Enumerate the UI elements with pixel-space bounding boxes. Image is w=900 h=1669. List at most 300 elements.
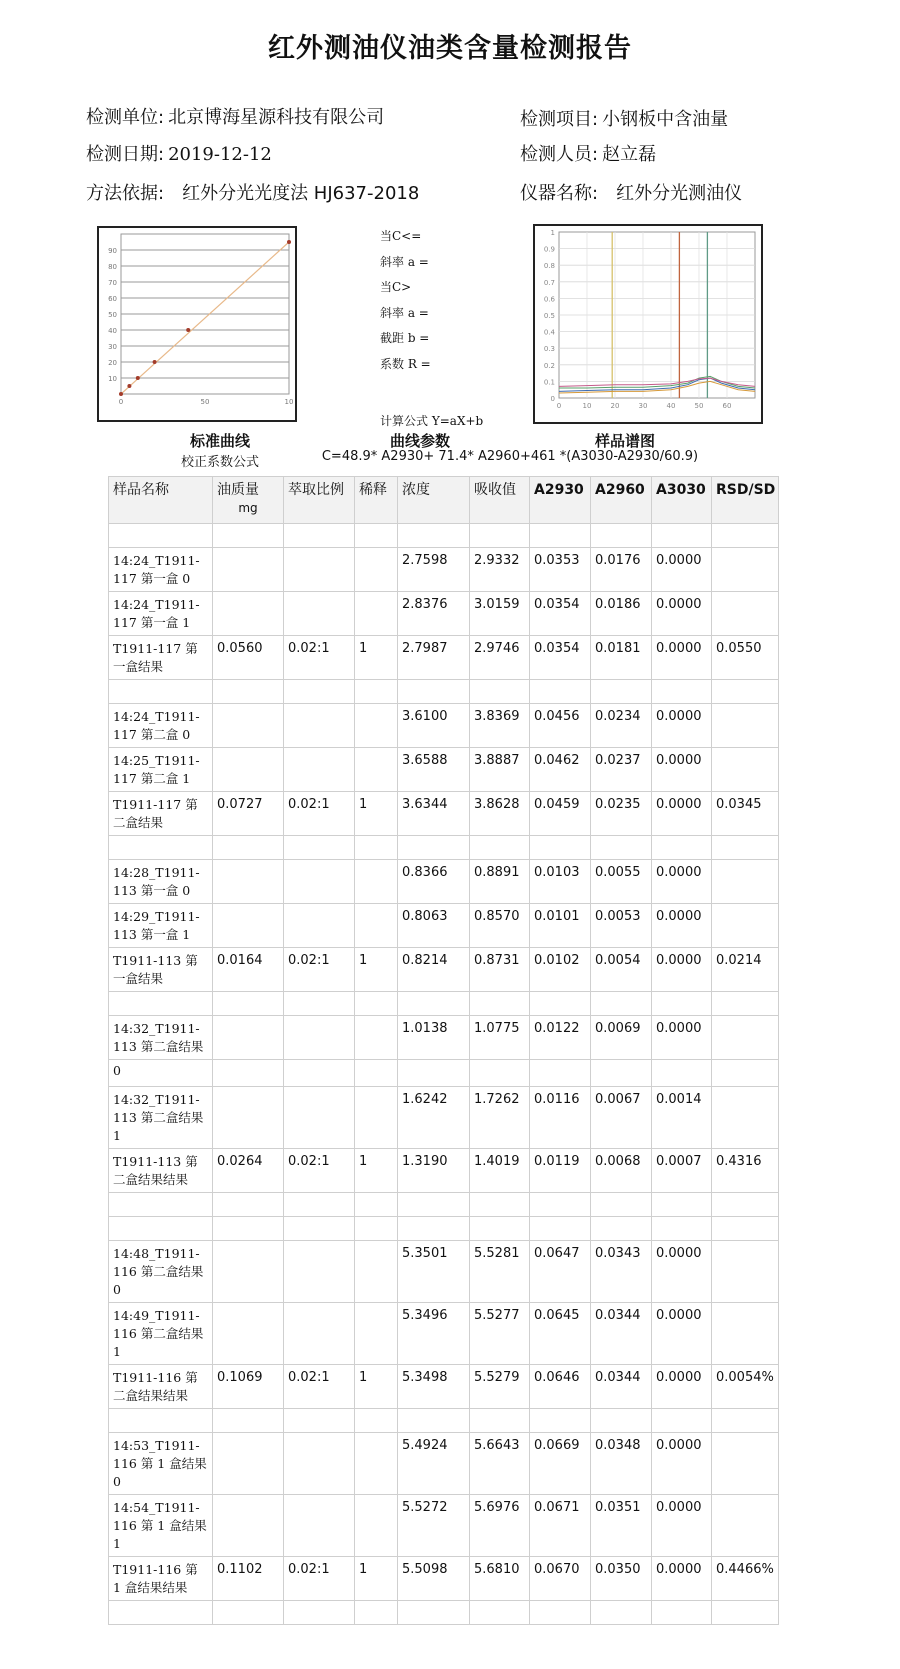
- table-cell: [355, 748, 398, 792]
- table-cell: [652, 836, 712, 860]
- y-tick-label: 0.4: [543, 328, 555, 337]
- table-cell: [712, 992, 779, 1016]
- table-cell: 0.4466%: [712, 1557, 779, 1601]
- table-cell: T1911-113 第二盒结果结果: [109, 1149, 213, 1193]
- table-cell: 0.0344: [591, 1365, 652, 1409]
- table-cell: 0.0000: [652, 948, 712, 992]
- table-cell: 0.0000: [652, 1495, 712, 1557]
- x-tick-label: 50: [200, 398, 210, 406]
- table-cell: 1: [355, 1365, 398, 1409]
- table-cell: 5.5281: [470, 1241, 530, 1303]
- table-cell: 1: [355, 1557, 398, 1601]
- table-cell: 0.0122: [530, 1016, 591, 1060]
- y-tick-label: 80: [108, 263, 117, 271]
- y-tick-label: 70: [108, 279, 117, 287]
- table-cell: 0.0119: [530, 1149, 591, 1193]
- calibration-point: [186, 328, 190, 332]
- param-line-1: 当C<=: [380, 229, 422, 243]
- table-row: [109, 1217, 779, 1241]
- table-cell: [284, 1303, 355, 1365]
- table-cell: [591, 1060, 652, 1087]
- x-tick-label: 30: [638, 402, 648, 410]
- y-tick-label: 40: [108, 327, 117, 335]
- table-cell: 0.0645: [530, 1303, 591, 1365]
- table-cell: 0.0459: [530, 792, 591, 836]
- table-cell: 0.0354: [530, 592, 591, 636]
- table-cell: [470, 836, 530, 860]
- table-cell: 2.8376: [398, 592, 470, 636]
- table-cell: [712, 1217, 779, 1241]
- table-cell: [398, 1060, 470, 1087]
- table-cell: [284, 860, 355, 904]
- table-cell: [530, 1409, 591, 1433]
- table-header-row: [109, 477, 779, 524]
- table-cell: 2.7598: [398, 548, 470, 592]
- table-cell: [284, 1495, 355, 1557]
- person-label: 检测人员:: [520, 144, 599, 165]
- table-cell: [712, 1241, 779, 1303]
- spectrum-caption: 样品谱图: [594, 432, 655, 450]
- table-cell: [591, 524, 652, 548]
- table-cell: [530, 1217, 591, 1241]
- table-cell: 0.0000: [652, 704, 712, 748]
- standard-curve-caption: 标准曲线: [189, 432, 250, 450]
- table-cell: [355, 1303, 398, 1365]
- date-label: 检测日期:: [86, 144, 165, 165]
- table-cell: [213, 1193, 284, 1217]
- table-cell: 0.0000: [652, 792, 712, 836]
- table-cell: 14:49_T1911-116 第二盒结果 1: [109, 1303, 213, 1365]
- table-cell: 2.7987: [398, 636, 470, 680]
- table-cell: 0.1069: [213, 1365, 284, 1409]
- table-cell: 14:24_T1911-117 第二盒 0: [109, 704, 213, 748]
- table-cell: [355, 992, 398, 1016]
- table-cell: [652, 1193, 712, 1217]
- table-cell: 1.0775: [470, 1016, 530, 1060]
- table-cell: 0.0647: [530, 1241, 591, 1303]
- table-cell: 14:32_T1911-113 第二盒结果 1: [109, 1087, 213, 1149]
- calib-label: 校正系数公式: [180, 455, 259, 470]
- header-cell: A3030: [652, 477, 712, 524]
- table-cell: [355, 680, 398, 704]
- table-cell: 14:48_T1911-116 第二盒结果 0: [109, 1241, 213, 1303]
- table-cell: [213, 1217, 284, 1241]
- table-cell: 14:29_T1911-113 第一盒 1: [109, 904, 213, 948]
- table-cell: [652, 680, 712, 704]
- table-cell: 0.0007: [652, 1149, 712, 1193]
- table-cell: [712, 1016, 779, 1060]
- table-cell: [530, 680, 591, 704]
- table-cell: 3.8628: [470, 792, 530, 836]
- table-cell: 14:53_T1911-116 第 1 盒结果 0: [109, 1433, 213, 1495]
- table-cell: [355, 1241, 398, 1303]
- table-cell: 0.0669: [530, 1433, 591, 1495]
- table-cell: [109, 992, 213, 1016]
- table-body: [109, 524, 779, 1625]
- header-cell: RSD/SD: [712, 477, 779, 524]
- table-cell: [652, 1601, 712, 1625]
- table-cell: [355, 1217, 398, 1241]
- table-cell: [712, 1495, 779, 1557]
- table-row: [109, 792, 779, 836]
- table-cell: 1.7262: [470, 1087, 530, 1149]
- table-cell: [355, 1601, 398, 1625]
- table-cell: 0.0000: [652, 1433, 712, 1495]
- table-cell: [712, 860, 779, 904]
- table-cell: 0.0000: [652, 904, 712, 948]
- unit-value: 北京博海星源科技有限公司: [168, 107, 385, 128]
- table-cell: T1911-116 第 1 盒结果结果: [109, 1557, 213, 1601]
- table-cell: 0.0000: [652, 1557, 712, 1601]
- y-tick-label: 50: [108, 311, 117, 319]
- table-cell: 0.0560: [213, 636, 284, 680]
- table-cell: 0.8063: [398, 904, 470, 948]
- table-cell: [398, 992, 470, 1016]
- report-title: 红外测油仪油类含量检测报告: [268, 33, 632, 64]
- table-cell: [712, 1601, 779, 1625]
- curve-params-block: [380, 224, 431, 377]
- instrument-value: 红外分光测油仪: [616, 183, 743, 204]
- table-cell: 5.5277: [470, 1303, 530, 1365]
- table-cell: [213, 1495, 284, 1557]
- table-cell: [398, 524, 470, 548]
- table-cell: [213, 1409, 284, 1433]
- table-row: [109, 1303, 779, 1365]
- y-tick-label: 0.2: [543, 361, 555, 370]
- table-cell: [470, 1601, 530, 1625]
- table-cell: 14:25_T1911-117 第二盒 1: [109, 748, 213, 792]
- table-cell: 1.4019: [470, 1149, 530, 1193]
- calibration-point: [136, 376, 140, 380]
- table-cell: [109, 836, 213, 860]
- table-cell: [284, 748, 355, 792]
- table-cell: 0.1102: [213, 1557, 284, 1601]
- method-value: 红外分光光度法 HJ637-2018: [182, 183, 420, 204]
- table-cell: [591, 1601, 652, 1625]
- table-cell: 0.02:1: [284, 792, 355, 836]
- table-row: [109, 680, 779, 704]
- person-value: 赵立磊: [602, 144, 657, 165]
- table-cell: [213, 704, 284, 748]
- x-tick-label: 50: [694, 402, 704, 410]
- table-cell: 0.0055: [591, 860, 652, 904]
- table-cell: [712, 836, 779, 860]
- y-tick-label: 30: [108, 343, 117, 351]
- table-cell: 14:54_T1911-116 第 1 盒结果 1: [109, 1495, 213, 1557]
- table-cell: [213, 992, 284, 1016]
- table-cell: 0.0234: [591, 704, 652, 748]
- table-cell: [355, 1193, 398, 1217]
- table-cell: 0.0164: [213, 948, 284, 992]
- table-cell: [712, 1087, 779, 1149]
- header-cell: A2960: [591, 477, 652, 524]
- table-cell: 0.8731: [470, 948, 530, 992]
- table-cell: 5.6643: [470, 1433, 530, 1495]
- table-cell: 1.3190: [398, 1149, 470, 1193]
- table-cell: 0.0670: [530, 1557, 591, 1601]
- table-row: [109, 1241, 779, 1303]
- table-cell: 3.6100: [398, 704, 470, 748]
- table-cell: [355, 548, 398, 592]
- table-cell: 0.0671: [530, 1495, 591, 1557]
- table-cell: [470, 992, 530, 1016]
- table-cell: 0.0000: [652, 636, 712, 680]
- table-cell: [470, 680, 530, 704]
- table-cell: 0.0550: [712, 636, 779, 680]
- table-cell: 0.02:1: [284, 948, 355, 992]
- table-row: [109, 704, 779, 748]
- table-cell: 3.8887: [470, 748, 530, 792]
- table-cell: 0.0353: [530, 548, 591, 592]
- table-cell: [398, 680, 470, 704]
- table-cell: 1: [355, 948, 398, 992]
- table-cell: [284, 1087, 355, 1149]
- table-cell: [213, 748, 284, 792]
- table-cell: 0.0067: [591, 1087, 652, 1149]
- table-cell: [213, 836, 284, 860]
- header-cell: 浓度: [398, 477, 470, 524]
- table-cell: 0.0264: [213, 1149, 284, 1193]
- table-row: [109, 1016, 779, 1060]
- table-cell: [213, 1087, 284, 1149]
- table-row: [109, 524, 779, 548]
- table-cell: [652, 992, 712, 1016]
- table-cell: [213, 548, 284, 592]
- calc-formula: 计算公式 Y=aX+b: [380, 414, 484, 428]
- table-cell: [355, 1016, 398, 1060]
- calibration-point: [127, 384, 131, 388]
- item-label: 检测项目:: [520, 109, 599, 130]
- header-unit: mg: [238, 501, 258, 515]
- table-cell: [591, 1409, 652, 1433]
- table-cell: 0.0456: [530, 704, 591, 748]
- table-cell: 0.0462: [530, 748, 591, 792]
- x-tick-label: 10: [582, 402, 592, 410]
- table-cell: 0.0116: [530, 1087, 591, 1149]
- table-cell: [712, 1193, 779, 1217]
- table-cell: [355, 1060, 398, 1087]
- table-cell: [284, 704, 355, 748]
- table-cell: 0.0345: [712, 792, 779, 836]
- table-cell: [530, 1060, 591, 1087]
- table-cell: 0.0646: [530, 1365, 591, 1409]
- table-row: [109, 1601, 779, 1625]
- table-cell: [652, 1217, 712, 1241]
- table-cell: [109, 524, 213, 548]
- table-cell: 0.8214: [398, 948, 470, 992]
- table-cell: 5.3496: [398, 1303, 470, 1365]
- table-cell: 0.0000: [652, 1016, 712, 1060]
- table-row: [109, 836, 779, 860]
- table-cell: [284, 1193, 355, 1217]
- curve-params-caption: 曲线参数: [389, 432, 450, 450]
- table-cell: 14:32_T1911-113 第二盒结果: [109, 1016, 213, 1060]
- date-value: 2019-12-12: [168, 144, 272, 165]
- table-cell: [398, 1217, 470, 1241]
- table-cell: 0.0235: [591, 792, 652, 836]
- table-cell: [284, 904, 355, 948]
- table-cell: [652, 1060, 712, 1087]
- table-cell: [398, 1601, 470, 1625]
- table-cell: [398, 1193, 470, 1217]
- table-cell: [284, 1433, 355, 1495]
- x-tick-label: 10: [284, 398, 294, 406]
- header-cell: 吸收值: [470, 477, 530, 524]
- table-cell: [470, 1217, 530, 1241]
- table-cell: [109, 1217, 213, 1241]
- table-cell: [355, 524, 398, 548]
- param-line-2: 斜率 a =: [380, 254, 429, 269]
- table-cell: 5.6810: [470, 1557, 530, 1601]
- table-cell: 2.9332: [470, 548, 530, 592]
- table-cell: [284, 524, 355, 548]
- table-cell: [398, 1409, 470, 1433]
- table-cell: [109, 1193, 213, 1217]
- table-cell: [284, 680, 355, 704]
- standard-curve-plot: [99, 228, 295, 420]
- table-cell: 0.02:1: [284, 1557, 355, 1601]
- table-cell: [652, 524, 712, 548]
- table-row: [109, 904, 779, 948]
- table-cell: [213, 904, 284, 948]
- table-cell: 0.8570: [470, 904, 530, 948]
- table-cell: [530, 1601, 591, 1625]
- table-cell: 0.0344: [591, 1303, 652, 1365]
- table-cell: 0.0348: [591, 1433, 652, 1495]
- table-cell: 2.9746: [470, 636, 530, 680]
- table-cell: [470, 1409, 530, 1433]
- table-cell: [284, 836, 355, 860]
- calibration-point: [287, 240, 291, 244]
- table-cell: [591, 992, 652, 1016]
- y-tick-label: 0.6: [543, 295, 555, 304]
- table-cell: T1911-113 第一盒结果: [109, 948, 213, 992]
- table-cell: [284, 1217, 355, 1241]
- y-tick-label: 0: [550, 395, 555, 403]
- table-cell: 0.0186: [591, 592, 652, 636]
- y-tick-label: 10: [108, 375, 117, 383]
- table-cell: 5.6976: [470, 1495, 530, 1557]
- table-cell: 0.0237: [591, 748, 652, 792]
- table-cell: [109, 1601, 213, 1625]
- method-label: 方法依据:: [86, 183, 165, 204]
- table-cell: 0.02:1: [284, 1365, 355, 1409]
- table-cell: 0.0000: [652, 592, 712, 636]
- table-cell: [213, 1433, 284, 1495]
- table-cell: [284, 992, 355, 1016]
- x-tick-label: 40: [666, 402, 676, 410]
- table-cell: [530, 524, 591, 548]
- table-cell: [712, 1409, 779, 1433]
- table-row: [109, 1087, 779, 1149]
- table-cell: 0: [109, 1060, 213, 1087]
- table-cell: 5.5279: [470, 1365, 530, 1409]
- table-cell: [712, 548, 779, 592]
- table-cell: 0.0000: [652, 860, 712, 904]
- table-cell: 3.6344: [398, 792, 470, 836]
- table-cell: [213, 680, 284, 704]
- table-cell: 1: [355, 792, 398, 836]
- table-cell: 0.0103: [530, 860, 591, 904]
- param-line-4: 斜率 a =: [380, 305, 429, 320]
- y-tick-label: 0.5: [543, 312, 555, 320]
- y-tick-label: 20: [108, 359, 117, 367]
- table-cell: 0.0000: [652, 1303, 712, 1365]
- table-cell: 14:24_T1911-117 第一盒 1: [109, 592, 213, 636]
- table-cell: 14:24_T1911-117 第一盒 0: [109, 548, 213, 592]
- param-line-3: 当C>: [380, 280, 412, 294]
- table-cell: 0.0350: [591, 1557, 652, 1601]
- table-cell: [712, 904, 779, 948]
- table-cell: [109, 1409, 213, 1433]
- table-cell: 0.0068: [591, 1149, 652, 1193]
- y-tick-label: 0.9: [543, 245, 555, 254]
- table-cell: [591, 836, 652, 860]
- sample-spectrum-plot: [535, 226, 761, 422]
- table-cell: [470, 1193, 530, 1217]
- table-cell: 3.8369: [470, 704, 530, 748]
- y-tick-label: 60: [108, 295, 117, 303]
- table-cell: 3.6588: [398, 748, 470, 792]
- table-row: [109, 592, 779, 636]
- header-cell: 萃取比例: [284, 477, 355, 524]
- table-cell: 5.5272: [398, 1495, 470, 1557]
- table-cell: [284, 1060, 355, 1087]
- y-tick-label: 1: [550, 229, 555, 237]
- table-cell: [355, 836, 398, 860]
- table-cell: [213, 1060, 284, 1087]
- table-cell: [530, 836, 591, 860]
- table-cell: [712, 680, 779, 704]
- table-row: [109, 748, 779, 792]
- standard-curve-chart: [97, 226, 297, 422]
- table-cell: [591, 680, 652, 704]
- table-cell: [355, 1087, 398, 1149]
- x-tick-label: 0: [118, 398, 124, 406]
- table-cell: [712, 748, 779, 792]
- table-row: [109, 636, 779, 680]
- table-cell: T1911-117 第一盒结果: [109, 636, 213, 680]
- calibration-point: [153, 360, 157, 364]
- table-cell: 0.0101: [530, 904, 591, 948]
- table-cell: 0.02:1: [284, 1149, 355, 1193]
- table-cell: 5.3498: [398, 1365, 470, 1409]
- table-row: [109, 948, 779, 992]
- table-cell: [355, 1433, 398, 1495]
- table-row: [109, 1495, 779, 1557]
- calibration-point: [119, 392, 123, 396]
- table-cell: 0.02:1: [284, 636, 355, 680]
- y-tick-label: 0.1: [543, 378, 555, 387]
- table-cell: 0.8891: [470, 860, 530, 904]
- table-cell: 3.0159: [470, 592, 530, 636]
- instrument-label: 仪器名称:: [520, 183, 599, 204]
- table-cell: 0.0727: [213, 792, 284, 836]
- table-cell: 14:28_T1911-113 第一盒 0: [109, 860, 213, 904]
- table-cell: 0.0000: [652, 1241, 712, 1303]
- table-cell: [712, 1060, 779, 1087]
- table-cell: 0.8366: [398, 860, 470, 904]
- item-value: 小钢板中含油量: [602, 109, 729, 130]
- header-cell: 稀释: [355, 477, 398, 524]
- sample-spectrum-chart: [533, 224, 763, 424]
- table-row: [109, 1193, 779, 1217]
- table-cell: T1911-116 第二盒结果结果: [109, 1365, 213, 1409]
- table-cell: 0.0354: [530, 636, 591, 680]
- table-cell: [355, 704, 398, 748]
- param-line-5: 截距 b =: [380, 331, 430, 345]
- table-cell: [652, 1409, 712, 1433]
